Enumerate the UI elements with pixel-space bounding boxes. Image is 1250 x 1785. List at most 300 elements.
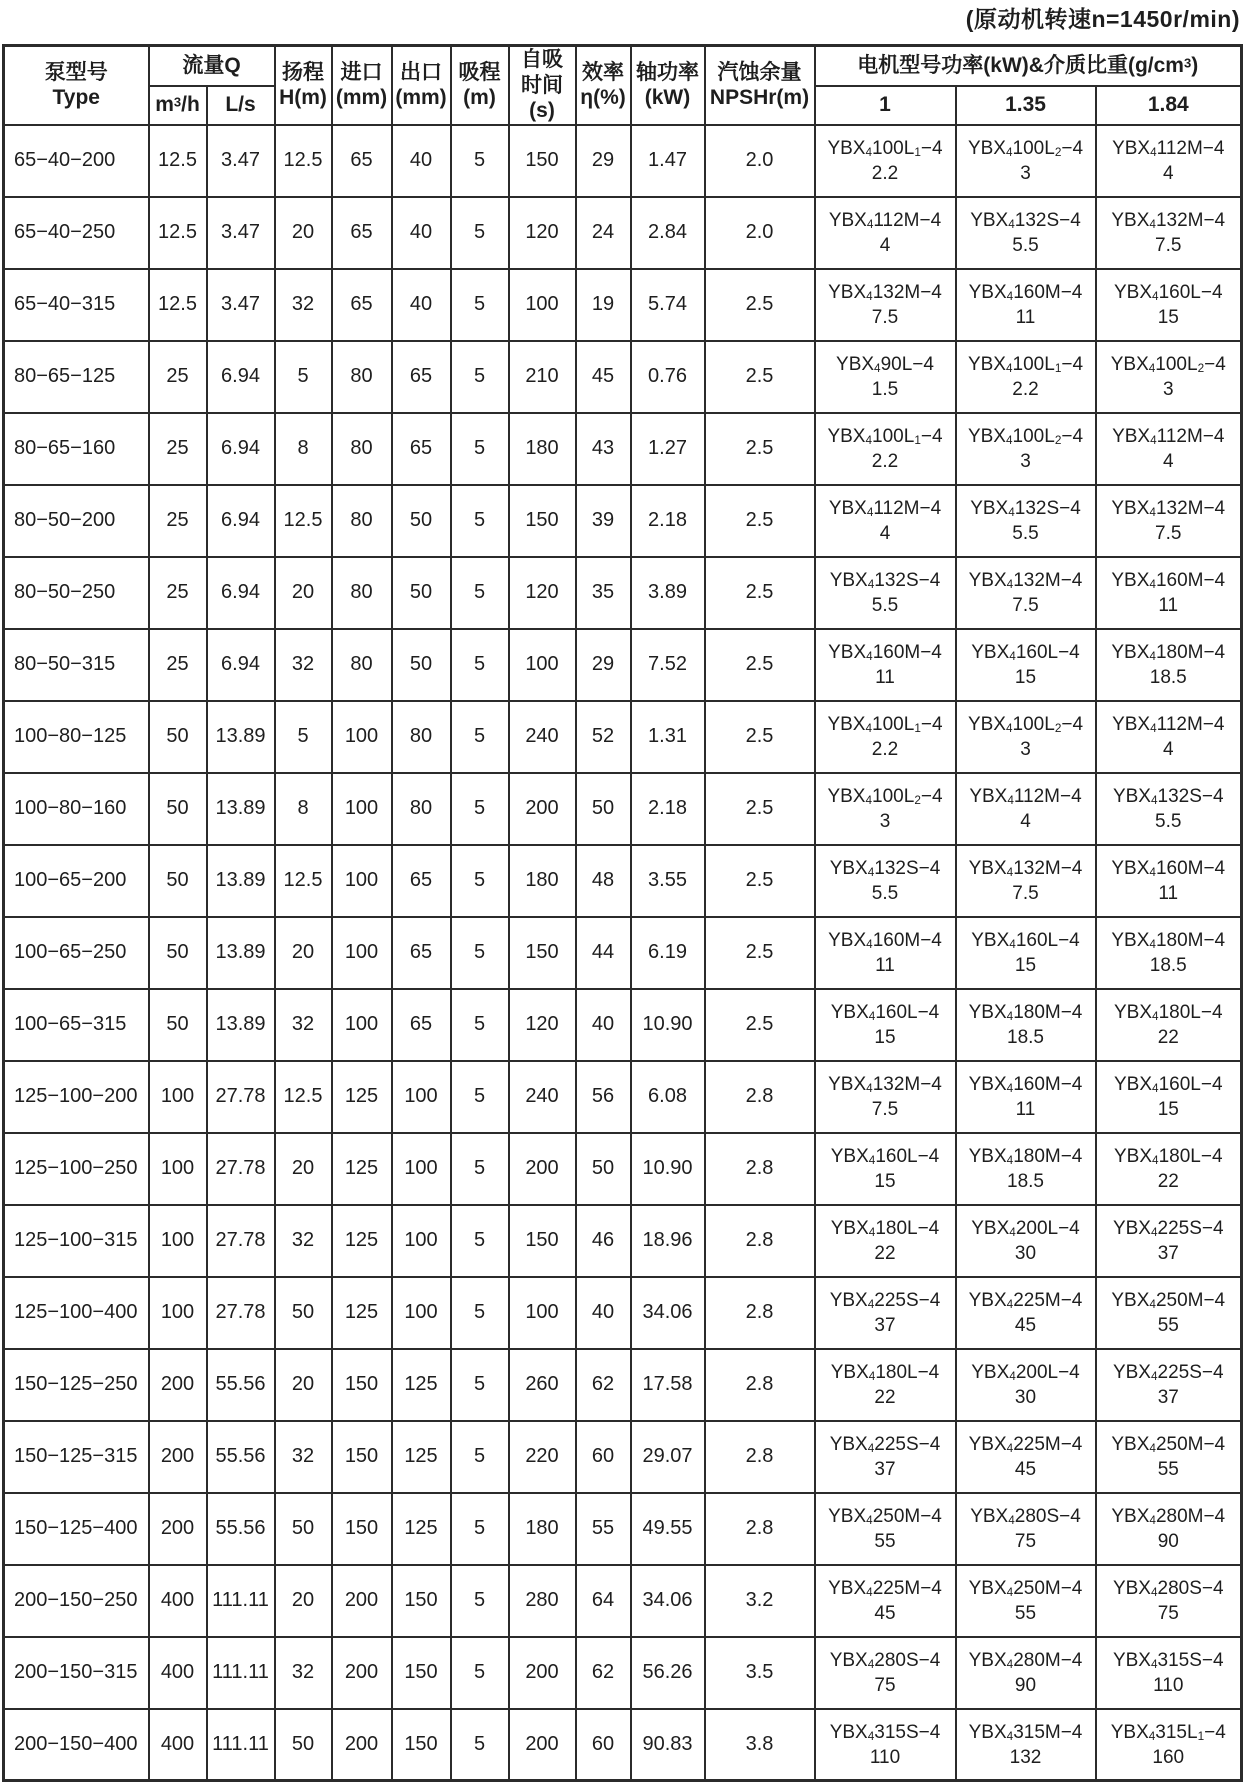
efficiency-cell: 62 (576, 1349, 631, 1421)
suction-cell: 5 (451, 1565, 509, 1637)
outlet-cell: 40 (392, 125, 451, 197)
suction-cell: 5 (451, 845, 509, 917)
inlet-cell: 65 (332, 125, 392, 197)
efficiency-cell: 24 (576, 197, 631, 269)
motor-cell-gravity-1.84: $YBX_4315L_1-4$ 160 (1096, 1709, 1242, 1781)
outlet-cell: 100 (392, 1205, 451, 1277)
npsh-cell: 2.5 (705, 341, 815, 413)
flow-m3h-cell: 25 (149, 413, 207, 485)
flow-ls-cell: 27.78 (207, 1061, 275, 1133)
pump-type-cell: 125−100−200 (4, 1061, 149, 1133)
pump-type-cell: 200−150−250 (4, 1565, 149, 1637)
motor-cell-gravity-1: $YBX_4225S-4$ 37 (815, 1277, 956, 1349)
head-cell: 32 (275, 269, 332, 341)
suction-cell: 5 (451, 1133, 509, 1205)
table-row (4, 341, 1242, 413)
motor-cell-gravity-1.84: $YBX_4132M-4$ 7.5 (1096, 485, 1242, 557)
inlet-cell: 65 (332, 269, 392, 341)
flow-ls-cell: 111.11 (207, 1637, 275, 1709)
inlet-unit: (mm) (335, 86, 388, 110)
head-cell: 12.5 (275, 125, 332, 197)
self-priming-time-cell: 100 (509, 629, 576, 701)
suction-cell: 5 (451, 917, 509, 989)
suction-cell: 5 (451, 125, 509, 197)
suction-cell: 5 (451, 701, 509, 773)
flow-ls-cell: 6.94 (207, 341, 275, 413)
flow-m3h-cell: 25 (149, 341, 207, 413)
npsh-unit: NPSHr(m) (709, 86, 810, 110)
npsh-cell: 2.8 (705, 1133, 815, 1205)
outlet-cell: 65 (392, 413, 451, 485)
suction-cell: 5 (451, 1205, 509, 1277)
motor-cell-gravity-1: $YBX_4132S-4$ 5.5 (815, 845, 956, 917)
motor-cell-gravity-1.35: $YBX_4160M-4$ 11 (956, 1061, 1096, 1133)
flow-m3h-cell: 200 (149, 1493, 207, 1565)
head-cell: 5 (275, 701, 332, 773)
motor-cell-gravity-1: $YBX_4132M-4$ 7.5 (815, 269, 956, 341)
outlet-cell: 65 (392, 341, 451, 413)
pump-type-cell: 100−80−160 (4, 773, 149, 845)
pump-type-cell: 150−125−315 (4, 1421, 149, 1493)
motor-cell-gravity-1.84: $YBX_4180M-4$ 18.5 (1096, 629, 1242, 701)
flow-ls-cell: 13.89 (207, 917, 275, 989)
efficiency-cell: 45 (576, 341, 631, 413)
self-priming-time-cell: 280 (509, 1565, 576, 1637)
motor-cell-gravity-1.84: $YBX_4112M-4$ 4 (1096, 125, 1242, 197)
suction-cell: 5 (451, 629, 509, 701)
efficiency-cell: 64 (576, 1565, 631, 1637)
table-row (4, 485, 1242, 557)
motor-cell-gravity-1.35: $YBX_4225M-4$ 45 (956, 1277, 1096, 1349)
pump-type-label-zh: 泵型号 (44, 60, 108, 84)
self-priming-time-cell: 200 (509, 773, 576, 845)
motor-cell-gravity-1.84: $YBX_4112M-4$ 4 (1096, 701, 1242, 773)
self-priming-time-cell: 150 (509, 485, 576, 557)
flow-m3h-cell: 50 (149, 845, 207, 917)
self-priming-time-cell: 100 (509, 269, 576, 341)
suction-cell: 5 (451, 1277, 509, 1349)
inlet-cell: 150 (332, 1493, 392, 1565)
outlet-cell: 150 (392, 1637, 451, 1709)
flow-m3h-cell: 200 (149, 1421, 207, 1493)
inlet-cell: 80 (332, 485, 392, 557)
table-row (4, 1133, 1242, 1205)
motor-cell-gravity-1.35: $YBX_4100L_2-4$ 3 (956, 125, 1096, 197)
flow-ls-cell: 27.78 (207, 1277, 275, 1349)
flow-ls-cell: 27.78 (207, 1205, 275, 1277)
inlet-cell: 125 (332, 1061, 392, 1133)
head-cell: 20 (275, 917, 332, 989)
table-row (4, 197, 1242, 269)
motor-cell-gravity-1: $YBX_4112M-4$ 4 (815, 485, 956, 557)
motor-cell-gravity-1.84: $YBX_4112M-4$ 4 (1096, 413, 1242, 485)
head-cell: 8 (275, 413, 332, 485)
flow-m3h-cell: 50 (149, 989, 207, 1061)
motor-cell-gravity-1.35: $YBX_4112M-4$ 4 (956, 773, 1096, 845)
head-cell: 20 (275, 1565, 332, 1637)
efficiency-cell: 29 (576, 629, 631, 701)
efficiency-cell: 50 (576, 773, 631, 845)
head-cell: 12.5 (275, 1061, 332, 1133)
efficiency-cell: 50 (576, 1133, 631, 1205)
efficiency-cell: 43 (576, 413, 631, 485)
inlet-cell: 100 (332, 773, 392, 845)
inlet-cell: 100 (332, 989, 392, 1061)
shaft-power-cell: 3.89 (631, 557, 705, 629)
flow-ls-cell: 13.89 (207, 845, 275, 917)
npsh-cell: 2.8 (705, 1061, 815, 1133)
pump-type-cell: 100−65−200 (4, 845, 149, 917)
motor-cell-gravity-1.35: $YBX_4100L_1-4$ 2.2 (956, 341, 1096, 413)
col-header-flow: 流量Q (149, 46, 275, 86)
col-header-flow-m3h: $m^3/h$ (149, 86, 207, 125)
flow-ls-cell: 3.47 (207, 125, 275, 197)
efficiency-cell: 39 (576, 485, 631, 557)
suction-label-zh: 吸程 (458, 60, 501, 84)
shaft-power-cell: 2.18 (631, 773, 705, 845)
motor-cell-gravity-1.35: $YBX_4132S-4$ 5.5 (956, 197, 1096, 269)
inlet-cell: 125 (332, 1133, 392, 1205)
pump-type-cell: 125−100−400 (4, 1277, 149, 1349)
npsh-cell: 2.8 (705, 1277, 815, 1349)
inlet-cell: 150 (332, 1349, 392, 1421)
npsh-cell: 2.5 (705, 269, 815, 341)
flow-ls-cell: 3.47 (207, 269, 275, 341)
flow-m3h-cell: 200 (149, 1349, 207, 1421)
col-header-inlet (332, 46, 392, 125)
head-cell: 12.5 (275, 845, 332, 917)
outlet-cell: 125 (392, 1421, 451, 1493)
pump-type-cell: 80−65−125 (4, 341, 149, 413)
head-cell: 8 (275, 773, 332, 845)
motor-cell-gravity-1.35: $YBX_4225M-4$ 45 (956, 1421, 1096, 1493)
outlet-cell: 50 (392, 485, 451, 557)
self-priming-time-cell: 240 (509, 1061, 576, 1133)
outlet-unit: (mm) (395, 86, 447, 110)
table-row (4, 917, 1242, 989)
flow-m3h-cell: 25 (149, 485, 207, 557)
motor-cell-gravity-1.84: $YBX_4280M-4$ 90 (1096, 1493, 1242, 1565)
suction-cell: 5 (451, 197, 509, 269)
flow-ls-cell: 27.78 (207, 1133, 275, 1205)
motor-cell-gravity-1.35: $YBX_4160L-4$ 15 (956, 629, 1096, 701)
motor-cell-gravity-1.35: $YBX_4200L-4$ 30 (956, 1205, 1096, 1277)
flow-ls-cell: 6.94 (207, 557, 275, 629)
inlet-cell: 200 (332, 1709, 392, 1781)
table-row (4, 1421, 1242, 1493)
npsh-cell: 3.5 (705, 1637, 815, 1709)
suction-cell: 5 (451, 557, 509, 629)
head-cell: 50 (275, 1493, 332, 1565)
flow-ls-cell: 55.56 (207, 1493, 275, 1565)
motor-cell-gravity-1.84: $YBX_4132M-4$ 7.5 (1096, 197, 1242, 269)
col-header-self-priming (509, 46, 576, 125)
outlet-cell: 40 (392, 197, 451, 269)
table-row (4, 1205, 1242, 1277)
suction-cell: 5 (451, 269, 509, 341)
inlet-cell: 125 (332, 1205, 392, 1277)
flow-ls-cell: 6.94 (207, 629, 275, 701)
self-priming-time-cell: 260 (509, 1349, 576, 1421)
table-header (4, 46, 1242, 125)
outlet-cell: 150 (392, 1709, 451, 1781)
shaft-power-cell: 1.47 (631, 125, 705, 197)
flow-m3h-cell: 400 (149, 1709, 207, 1781)
motor-cell-gravity-1.35: $YBX_4200L-4$ 30 (956, 1349, 1096, 1421)
table-row (4, 989, 1242, 1061)
efficiency-cell: 19 (576, 269, 631, 341)
head-cell: 32 (275, 1205, 332, 1277)
table-row (4, 845, 1242, 917)
flow-ls-cell: 13.89 (207, 989, 275, 1061)
motor-cell-gravity-1: $YBX_4100L_1-4$ 2.2 (815, 701, 956, 773)
shaft-power-cell: 34.06 (631, 1565, 705, 1637)
table-row (4, 1565, 1242, 1637)
motor-cell-gravity-1.84: $YBX_4100L_2-4$ 3 (1096, 341, 1242, 413)
flow-ls-cell: 6.94 (207, 413, 275, 485)
suction-cell: 5 (451, 413, 509, 485)
npsh-cell: 2.5 (705, 557, 815, 629)
outlet-label-zh: 出口 (400, 60, 442, 84)
flow-m3h-cell: 100 (149, 1061, 207, 1133)
flow-ls-cell: 111.11 (207, 1565, 275, 1637)
npsh-cell: 2.5 (705, 629, 815, 701)
motor-cell-gravity-1.35: $YBX_4180M-4$ 18.5 (956, 989, 1096, 1061)
motor-cell-gravity-1.84: $YBX_4160L-4$ 15 (1096, 269, 1242, 341)
flow-m3h-cell: 400 (149, 1565, 207, 1637)
pump-type-cell: 80−50−315 (4, 629, 149, 701)
outlet-cell: 125 (392, 1493, 451, 1565)
motor-cell-gravity-1: $YBX_4100L_1-4$ 2.2 (815, 125, 956, 197)
shaft-power-cell: 2.84 (631, 197, 705, 269)
inlet-cell: 80 (332, 629, 392, 701)
self-priming-time-cell: 200 (509, 1133, 576, 1205)
inlet-label-zh: 进口 (340, 60, 383, 84)
outlet-cell: 80 (392, 773, 451, 845)
shaft-power-cell: 10.90 (631, 1133, 705, 1205)
col-header-pump-type (4, 46, 149, 125)
inlet-cell: 100 (332, 845, 392, 917)
table-row (4, 1709, 1242, 1781)
efficiency-cell: 55 (576, 1493, 631, 1565)
motor-cell-gravity-1: $YBX_4132M-4$ 7.5 (815, 1061, 956, 1133)
flow-m3h-cell: 50 (149, 701, 207, 773)
shaft-power-cell: 18.96 (631, 1205, 705, 1277)
outlet-cell: 150 (392, 1565, 451, 1637)
col-header-efficiency (576, 46, 631, 125)
outlet-cell: 65 (392, 989, 451, 1061)
efficiency-cell: 60 (576, 1421, 631, 1493)
table-row (4, 557, 1242, 629)
pump-type-label-en: Type (52, 86, 100, 110)
flow-ls-cell: 3.47 (207, 197, 275, 269)
shaft-power-cell: 90.83 (631, 1709, 705, 1781)
motor-cell-gravity-1.84: $YBX_4280S-4$ 75 (1096, 1565, 1242, 1637)
shaft-power-cell: 49.55 (631, 1493, 705, 1565)
motor-cell-gravity-1.84: $YBX_4250M-4$ 55 (1096, 1277, 1242, 1349)
table-row (4, 125, 1242, 197)
suction-cell: 5 (451, 341, 509, 413)
pump-type-cell: 125−100−250 (4, 1133, 149, 1205)
shaft-power-cell: 2.18 (631, 485, 705, 557)
efficiency-cell: 48 (576, 845, 631, 917)
npsh-cell: 2.5 (705, 989, 815, 1061)
head-cell: 20 (275, 557, 332, 629)
npsh-cell: 3.8 (705, 1709, 815, 1781)
outlet-cell: 40 (392, 269, 451, 341)
flow-ls-cell: 6.94 (207, 485, 275, 557)
self-priming-time-cell: 200 (509, 1637, 576, 1709)
shaft-power-cell: 6.08 (631, 1061, 705, 1133)
efficiency-cell: 52 (576, 701, 631, 773)
head-cell: 50 (275, 1277, 332, 1349)
suction-cell: 5 (451, 485, 509, 557)
motor-cell-gravity-1: $YBX_4160M-4$ 11 (815, 917, 956, 989)
efficiency-cell: 29 (576, 125, 631, 197)
pump-type-cell: 100−65−250 (4, 917, 149, 989)
efficiency-label-zh: 效率 (582, 60, 624, 84)
self-priming-time-cell: 120 (509, 197, 576, 269)
motor-cell-gravity-1.35: $YBX_4250M-4$ 55 (956, 1565, 1096, 1637)
shaft-power-cell: 10.90 (631, 989, 705, 1061)
motor-cell-gravity-1.35: $YBX_4280S-4$ 75 (956, 1493, 1096, 1565)
npsh-cell: 2.0 (705, 197, 815, 269)
shaft-power-cell: 34.06 (631, 1277, 705, 1349)
outlet-cell: 65 (392, 917, 451, 989)
self-priming-label-zh: 自吸 (521, 48, 563, 71)
pump-type-cell: 200−150−315 (4, 1637, 149, 1709)
flow-m3h-cell: 100 (149, 1133, 207, 1205)
motor-cell-gravity-1: $YBX_4180L-4$ 22 (815, 1205, 956, 1277)
inlet-cell: 80 (332, 557, 392, 629)
outlet-cell: 50 (392, 629, 451, 701)
head-cell: 12.5 (275, 485, 332, 557)
motor-cell-gravity-1.35: $YBX_4100L_2-4$ 3 (956, 413, 1096, 485)
self-priming-time-cell: 210 (509, 341, 576, 413)
flow-m3h-cell: 50 (149, 917, 207, 989)
npsh-cell: 2.5 (705, 701, 815, 773)
suction-cell: 5 (451, 1421, 509, 1493)
motor-cell-gravity-1: $YBX_4225S-4$ 37 (815, 1421, 956, 1493)
inlet-cell: 65 (332, 197, 392, 269)
outlet-cell: 100 (392, 1277, 451, 1349)
pump-type-cell: 65−40−315 (4, 269, 149, 341)
col-header-gravity-1-84: 1.84 (1096, 86, 1242, 125)
col-header-head (275, 46, 332, 125)
motor-cell-gravity-1.84: $YBX_4180L-4$ 22 (1096, 1133, 1242, 1205)
col-header-npsh (705, 46, 815, 125)
suction-cell: 5 (451, 773, 509, 845)
shaft-power-cell: 1.27 (631, 413, 705, 485)
flow-m3h-cell: 12.5 (149, 125, 207, 197)
head-cell: 20 (275, 1349, 332, 1421)
pump-type-cell: 65−40−200 (4, 125, 149, 197)
suction-cell: 5 (451, 1349, 509, 1421)
suction-cell: 5 (451, 1709, 509, 1781)
flow-m3h-cell: 25 (149, 557, 207, 629)
self-priming-unit: 时间(s) (521, 73, 563, 123)
motor-cell-gravity-1.84: $YBX_4315S-4$ 110 (1096, 1637, 1242, 1709)
table-row (4, 1493, 1242, 1565)
motor-cell-gravity-1.35: $YBX_4180M-4$ 18.5 (956, 1133, 1096, 1205)
motor-cell-gravity-1: $YBX_4112M-4$ 4 (815, 197, 956, 269)
flow-m3h-cell: 12.5 (149, 197, 207, 269)
self-priming-time-cell: 100 (509, 1277, 576, 1349)
npsh-cell: 2.8 (705, 1349, 815, 1421)
flow-ls-cell: 13.89 (207, 773, 275, 845)
pump-type-cell: 150−125−400 (4, 1493, 149, 1565)
npsh-cell: 2.5 (705, 917, 815, 989)
motor-cell-gravity-1.35: $YBX_4160M-4$ 11 (956, 269, 1096, 341)
inlet-cell: 100 (332, 917, 392, 989)
npsh-cell: 2.0 (705, 125, 815, 197)
npsh-cell: 2.8 (705, 1421, 815, 1493)
inlet-cell: 200 (332, 1565, 392, 1637)
shaft-power-cell: 56.26 (631, 1637, 705, 1709)
motor-cell-gravity-1.84: $YBX_4160L-4$ 15 (1096, 1061, 1242, 1133)
pump-type-cell: 150−125−250 (4, 1349, 149, 1421)
npsh-cell: 2.5 (705, 485, 815, 557)
self-priming-time-cell: 150 (509, 917, 576, 989)
table-row (4, 629, 1242, 701)
efficiency-cell: 35 (576, 557, 631, 629)
flow-ls-cell: 13.89 (207, 701, 275, 773)
motor-cell-gravity-1.84: $YBX_4160M-4$ 11 (1096, 845, 1242, 917)
flow-m3h-cell: 12.5 (149, 269, 207, 341)
pump-type-cell: 100−80−125 (4, 701, 149, 773)
self-priming-time-cell: 120 (509, 989, 576, 1061)
pump-type-cell: 80−50−200 (4, 485, 149, 557)
suction-cell: 5 (451, 1637, 509, 1709)
col-header-suction (451, 46, 509, 125)
motor-cell-gravity-1: $YBX_4132S-4$ 5.5 (815, 557, 956, 629)
motor-cell-gravity-1.84: $YBX_4132S-4$ 5.5 (1096, 773, 1242, 845)
flow-m3h-cell: 100 (149, 1205, 207, 1277)
self-priming-time-cell: 240 (509, 701, 576, 773)
npsh-cell: 2.8 (705, 1205, 815, 1277)
flow-m3h-cell: 400 (149, 1637, 207, 1709)
self-priming-time-cell: 120 (509, 557, 576, 629)
shaft-power-cell: 7.52 (631, 629, 705, 701)
motor-cell-gravity-1: $YBX_4160M-4$ 11 (815, 629, 956, 701)
flow-m3h-cell: 25 (149, 629, 207, 701)
motor-cell-gravity-1: $YBX_4160L-4$ 15 (815, 1133, 956, 1205)
outlet-cell: 80 (392, 701, 451, 773)
shaft-power-label-zh: 轴功率 (636, 60, 699, 84)
efficiency-unit: η(%) (580, 86, 626, 110)
efficiency-cell: 40 (576, 1277, 631, 1349)
efficiency-cell: 62 (576, 1637, 631, 1709)
motor-cell-gravity-1: $YBX_4160L-4$ 15 (815, 989, 956, 1061)
head-unit: H(m) (279, 86, 327, 110)
motor-cell-gravity-1.84: $YBX_4225S-4$ 37 (1096, 1349, 1242, 1421)
motor-cell-gravity-1.84: $YBX_4160M-4$ 11 (1096, 557, 1242, 629)
head-cell: 32 (275, 1637, 332, 1709)
shaft-power-cell: 0.76 (631, 341, 705, 413)
pump-type-cell: 80−65−160 (4, 413, 149, 485)
motor-cell-gravity-1.84: $YBX_4225S-4$ 37 (1096, 1205, 1242, 1277)
suction-cell: 5 (451, 989, 509, 1061)
npsh-cell: 2.5 (705, 413, 815, 485)
motor-cell-gravity-1: $YBX_4225M-4$ 45 (815, 1565, 956, 1637)
table-row (4, 1637, 1242, 1709)
col-header-gravity-1-35: 1.35 (956, 86, 1096, 125)
motor-cell-gravity-1.35: $YBX_4315M-4$ 132 (956, 1709, 1096, 1781)
shaft-power-cell: 29.07 (631, 1421, 705, 1493)
outlet-cell: 125 (392, 1349, 451, 1421)
motor-cell-gravity-1: $YBX_4280S-4$ 75 (815, 1637, 956, 1709)
table-row (4, 773, 1242, 845)
